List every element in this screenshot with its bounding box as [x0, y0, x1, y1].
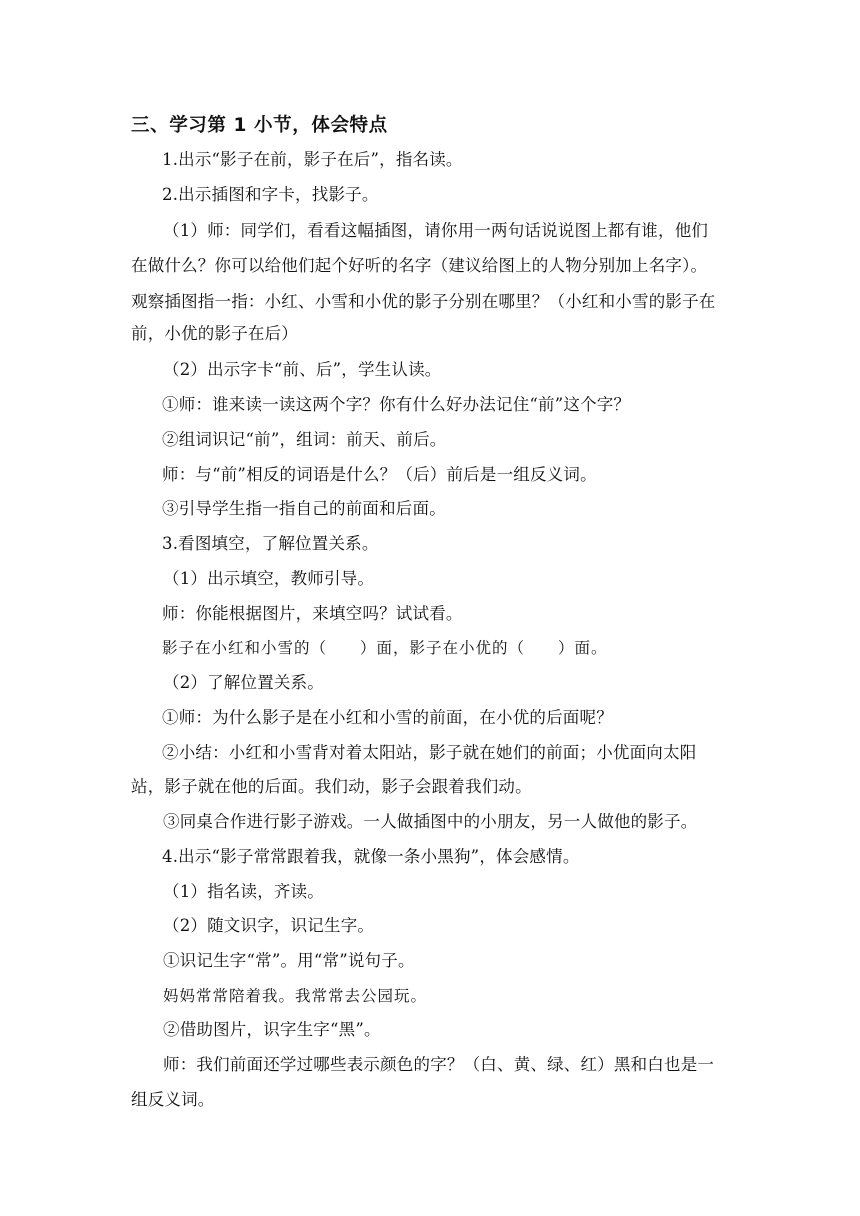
paragraph-line: ①识记生字“常”。用“常”说句子。 [163, 951, 415, 970]
paragraph-line: ③引导学生指一指自己的前面和后面。 [162, 499, 446, 518]
paragraph-line: （1）出示填空，教师引导。 [163, 569, 375, 588]
paragraph-line: （2）出示字卡“前、后”，学生认读。 [163, 360, 442, 379]
paragraph-line: 观察插图指一指：小红、小雪和小优的影子分别在哪里？（小红和小雪的影子在 [131, 292, 716, 311]
paragraph-line: （2）了解位置关系。 [163, 673, 324, 692]
paragraph-line: （1）师：同学们，看看这幅插图，请你用一两句话说说图上都有谁，他们 [163, 221, 709, 240]
fill-in-blank-line: 影子在小红和小雪的（ ）面，影子在小优的（ ）面。 [162, 639, 608, 657]
paragraph-line: 师：你能根据图片，来填空吗？试试看。 [162, 604, 463, 623]
paragraph-line: 师：与“前”相反的词语是什么？（后）前后是一组反义词。 [162, 465, 597, 484]
paragraph-line: 前，小优的影子在后） [131, 324, 298, 343]
paragraph-line: 4.出示“影子常常跟着我，就像一条小黑狗”，体会感情。 [162, 847, 580, 866]
paragraph-line: （2）随文识字，识记生字。 [163, 916, 375, 935]
paragraph-line: 师：我们前面还学过哪些表示颜色的字？（白、黄、绿、红）黑和白也是一 [163, 1055, 715, 1074]
paragraph-line: ①师：谁来读一读这两个字？你有什么好办法记住“前”这个字？ [162, 395, 631, 414]
paragraph-line: ②小结：小红和小雪背对着太阳站，影子就在她们的前面；小优面向太阳 [162, 743, 697, 762]
paragraph-line: 在做什么？你可以给他们起个好听的名字（建议给图上的人物分别加上名字）。 [131, 256, 708, 275]
example-sentence-line: 妈妈常常陪着我。我常常去公园玩。 [163, 987, 428, 1005]
paragraph-line: ②组词识记“前”，组词：前天、前后。 [162, 430, 447, 449]
section-heading: 三、学习第 1 小节，体会特点 [131, 115, 388, 136]
paragraph-line: 3.看图填空，了解位置关系。 [162, 534, 379, 553]
paragraph-line: （1）指名读，齐读。 [163, 882, 324, 901]
paragraph-line: 站，影子就在他的后面。我们动，影子会跟着我们动。 [131, 777, 532, 796]
paragraph-line: 1.出示“影子在前，影子在后”，指名读。 [162, 150, 463, 169]
paragraph-line: 2.出示插图和字卡，找影子。 [162, 185, 379, 204]
paragraph-line: ①师：为什么影子是在小红和小雪的前面，在小优的后面呢？ [162, 708, 613, 727]
paragraph-line: 组反义词。 [131, 1090, 215, 1109]
paragraph-line: ②借助图片，识字生字“黑”。 [163, 1020, 381, 1039]
paragraph-line: ③同桌合作进行影子游戏。一人做插图中的小朋友，另一人做他的影子。 [163, 812, 698, 831]
